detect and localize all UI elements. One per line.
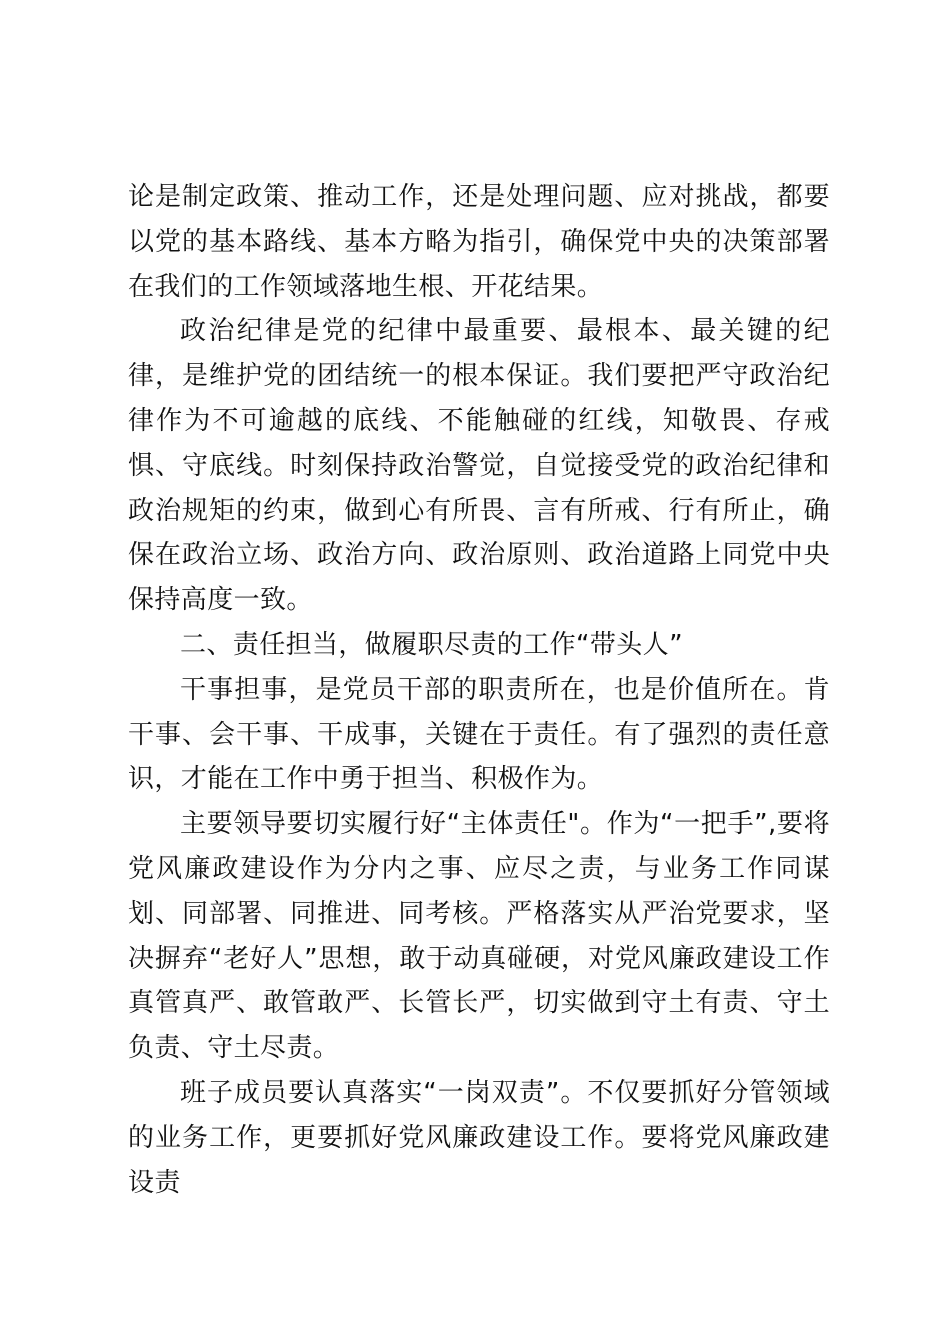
- paragraph-team-members: 班子成员要认真落实“一岗双责”。不仅要抓好分管领域的业务工作，更要抓好党风廉政建设工作。要将党风廉政建设责: [128, 1077, 830, 1198]
- document-body: [128, 175, 830, 1205]
- paragraph-main-leaders: 主要领导要切实履行好“主体责任"。作为“一把手”,要将党风廉政建设作为分内之事、应尽之责，与业务工作同谋划、同部署、同推进、同考核。严格落实从严治党要求，坚决摒弃“老好人”思想，敢于动真碰硬，对党风廉政建设工作真管真严、敢管敢严、长管长严，切实做到守土有责、守土负责、守土尽责。: [128, 809, 830, 1064]
- paragraph-continuation: 论是制定政策、推动工作，还是处理问题、应对挑战，都要以党的基本路线、基本方略为指引，确保党中央的决策部署在我们的工作领域落地生根、开花结果。: [128, 182, 830, 302]
- paragraph-political-discipline: 政治纪律是党的纪律中最重要、最根本、最关键的纪律，是维护党的团结统一的根本保证。我们要把严守政治纪律作为不可逾越的底线、不能触碰的红线，知敬畏、存戒惧、守底线。时刻保持政治警觉，自觉接受党的政治纪律和政治规矩的约束，做到心有所畏、言有所戒、行有所止，确保在政治立场、政治方向、政治原则、政治道路上同党中央保持高度一致。: [128, 316, 830, 616]
- paragraph-taking-responsibility: 干事担事，是党员干部的职责所在，也是价值所在。肯干事、会干事、干成事，关键在于责任。有了强烈的责任意识，才能在工作中勇于担当、积极作为。: [128, 674, 830, 795]
- section-heading-responsibility: 二、责任担当，做履职尽责的工作“带头人”: [180, 629, 683, 660]
